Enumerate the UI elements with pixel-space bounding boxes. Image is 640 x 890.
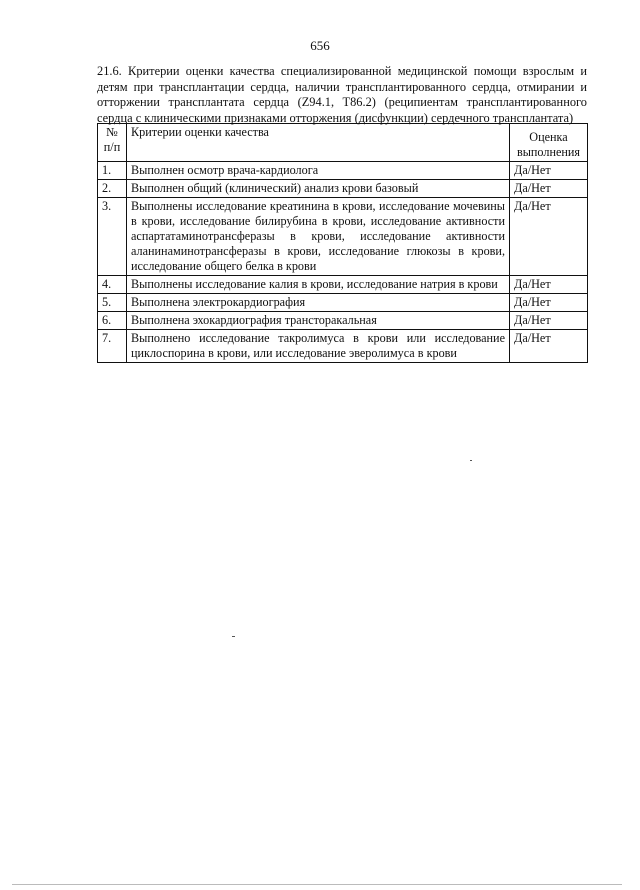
row-criteria: Выполнены исследование креатинина в крови, исследование мочевины в крови, исследование билирубина в крови, исследование активности аспартатаминотрансферазы в крови, исследование активности аланинаминотрансферазы в крови, исследование глюкозы в крови, исследование общего белка в крови: [127, 198, 510, 276]
row-number: 4.: [98, 276, 127, 294]
row-number: 5.: [98, 294, 127, 312]
row-number: 2.: [98, 180, 127, 198]
row-criteria: Выполнена эхокардиография трансторакальная: [127, 312, 510, 330]
row-criteria: Выполнен общий (клинический) анализ крови базовый: [127, 180, 510, 198]
scan-speck: [232, 636, 235, 637]
row-number: 3.: [98, 198, 127, 276]
header-number: № п/п: [98, 124, 127, 162]
header-grade: Оценка выполнения: [510, 124, 588, 162]
header-criteria: Критерии оценки качества: [127, 124, 510, 162]
table-row: [98, 162, 588, 180]
row-number: 7.: [98, 330, 127, 363]
row-criteria: Выполнено исследование такролимуса в крови или исследование циклоспорина в крови, или исследование эверолимуса в крови: [127, 330, 510, 363]
table-row: [98, 312, 588, 330]
criteria-table: [97, 123, 588, 363]
section-heading: 21.6. Критерии оценки качества специализированной медицинской помощи взрослым и детям при трансплантации сердца, наличии трансплантированного сердца, отмирании и отторжении трансплантата сердца (Z94.1, T86.2) (реципиентам трансплантированного сердца с клиническими признаками отторжения (дисфункции) сердечного трансплантата): [97, 64, 587, 125]
row-grade: Да/Нет: [510, 312, 588, 330]
row-grade: Да/Нет: [510, 180, 588, 198]
table-row: [98, 294, 588, 312]
page-number: 656: [310, 38, 330, 53]
row-grade: Да/Нет: [510, 162, 588, 180]
row-grade: Да/Нет: [510, 294, 588, 312]
row-criteria: Выполнена электрокардиография: [127, 294, 510, 312]
row-criteria: Выполнены исследование калия в крови, исследование натрия в крови: [127, 276, 510, 294]
row-number: 1.: [98, 162, 127, 180]
row-grade: Да/Нет: [510, 198, 588, 276]
table-row: [98, 180, 588, 198]
table-row: [98, 198, 588, 276]
table-row: [98, 330, 588, 363]
table-row: [98, 276, 588, 294]
row-number: 6.: [98, 312, 127, 330]
scan-speck: [470, 460, 472, 461]
table-header-row: [98, 124, 588, 162]
row-grade: Да/Нет: [510, 276, 588, 294]
row-criteria: Выполнен осмотр врача-кардиолога: [127, 162, 510, 180]
row-grade: Да/Нет: [510, 330, 588, 363]
scan-speck: [12, 884, 622, 885]
